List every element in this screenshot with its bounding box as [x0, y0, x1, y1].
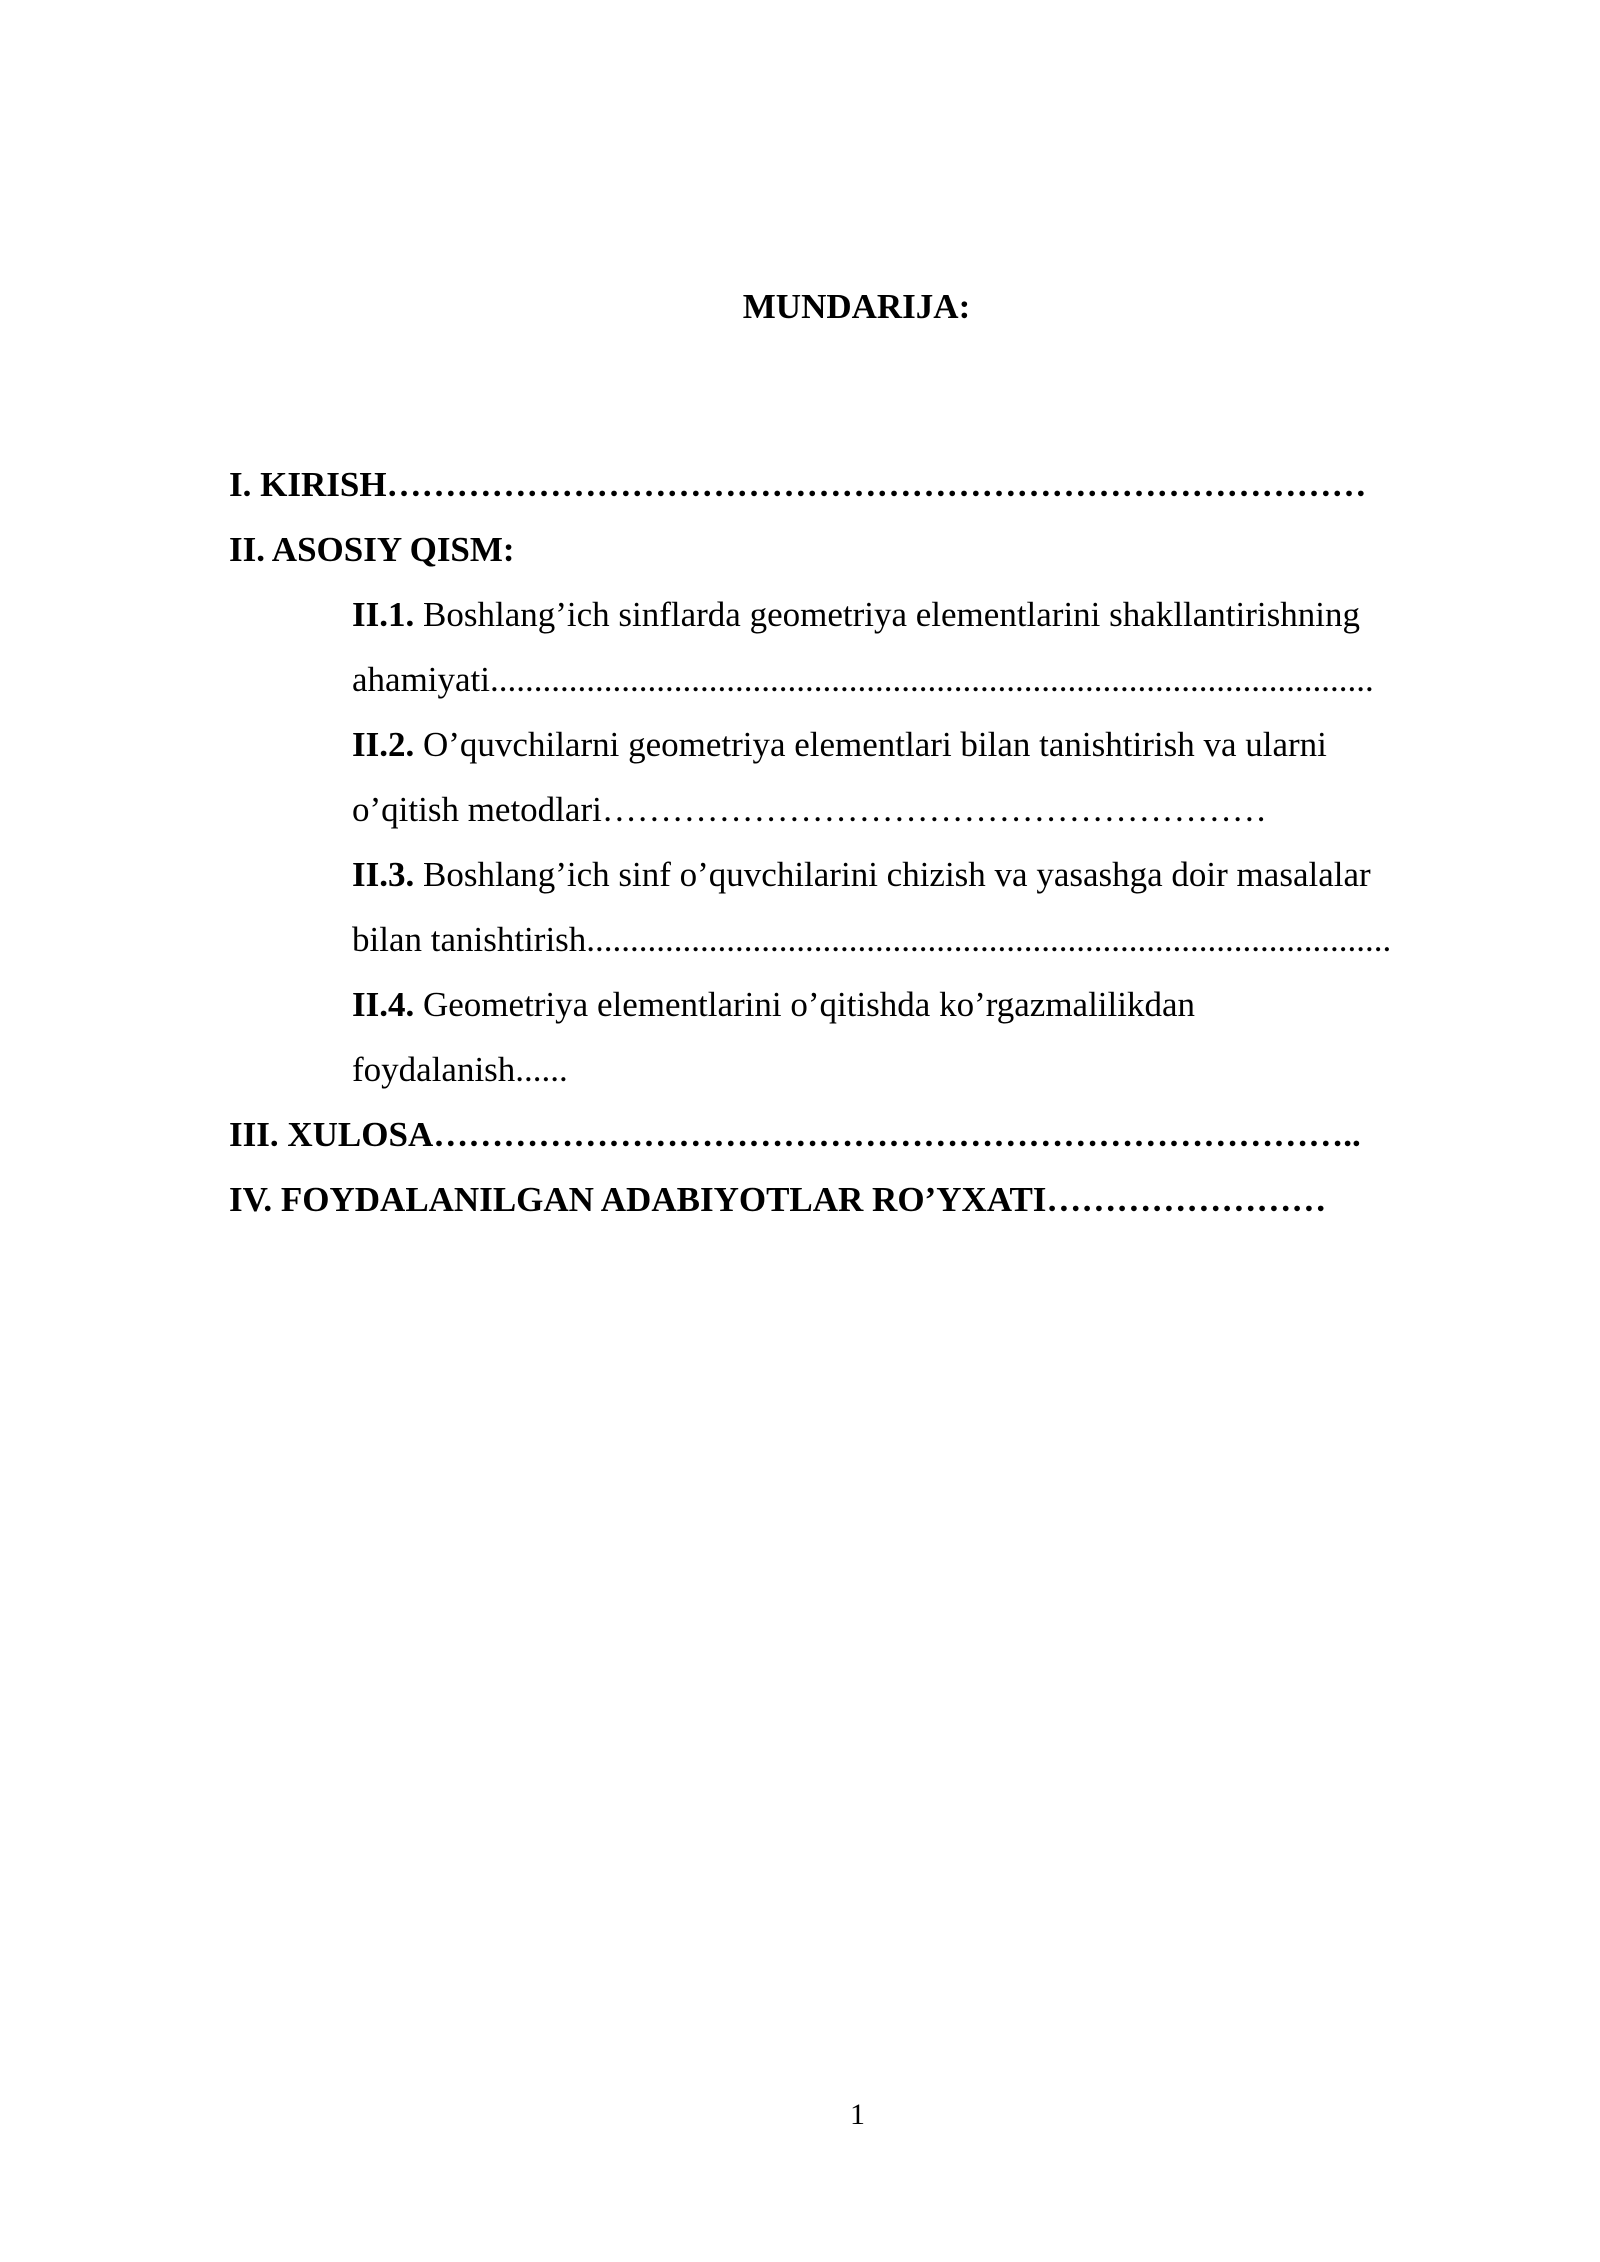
toc-subentry-4-continuation: foydalanish......: [352, 1050, 568, 1089]
toc-subentry-text: Geometriya elementlarini o’qitishda ko’rgazmalilikdan: [414, 985, 1196, 1024]
toc-entry-adabiyotlar: IV. FOYDALANILGAN ADABIYOTLAR RO’YXATI……………………: [229, 1180, 1327, 1219]
toc-subentry-2: [229, 712, 1529, 777]
toc-subentry-text: Boshlang’ich sinflarda geometriya elementlarini shakllantirishning: [414, 595, 1360, 634]
toc-subentry-number: II.3.: [352, 855, 415, 894]
toc-entry-kirish: I. KIRISH…………………………………………………………………………: [229, 465, 1367, 504]
toc-subentry-3: [229, 842, 1529, 907]
toc-subentry-number: II.4.: [352, 985, 415, 1024]
toc-subentry-1-continuation: ahamiyati.....................................................................................................: [352, 660, 1374, 699]
toc-subentry-number: II.1.: [352, 595, 415, 634]
page-title: MUNDARIJA:: [742, 287, 971, 326]
table-of-contents: [229, 452, 1529, 1232]
page-number: 1: [850, 2098, 865, 2131]
toc-entry-xulosa: III. XULOSA……………………………………………………………………..: [229, 1115, 1361, 1154]
toc-subentry-2-continuation: o’qitish metodlari…………………………………………………: [352, 790, 1267, 829]
toc-subentry-text: Boshlang’ich sinf o’quvchilarini chizish va yasashga doir masalalar: [414, 855, 1371, 894]
toc-subentry-text: O’quvchilarni geometriya elementlari bilan tanishtirish va ularni: [414, 725, 1327, 764]
toc-subentry-3-continuation: bilan tanishtirish............................................................................................: [352, 920, 1392, 959]
toc-subentry-1: [229, 582, 1529, 647]
toc-entry-asosiy-qism: II. ASOSIY QISM:: [229, 530, 515, 569]
toc-subentry-number: II.2.: [352, 725, 415, 764]
toc-subentry-4: [229, 972, 1529, 1037]
